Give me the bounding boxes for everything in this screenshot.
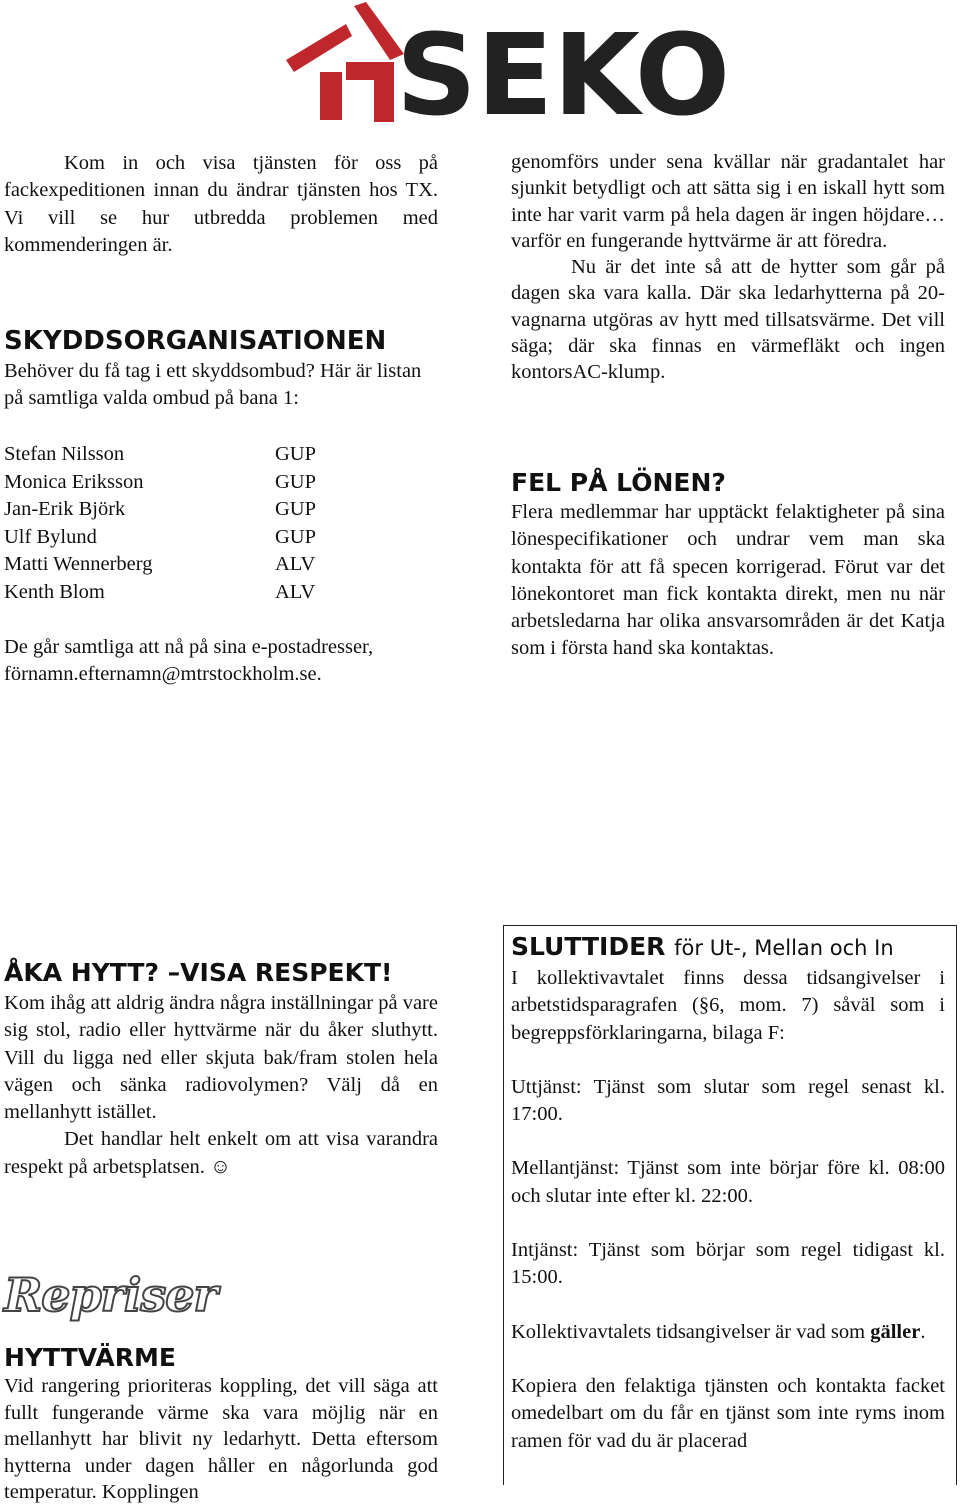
ombud-org: ALV [275, 553, 316, 576]
sluttider-intro: I kollektivavtalet finns dessa tidsangivelser i arbetstidsparagrafen (§6, mom. 7) såväl som i begreppsförklaringarna, bilaga F: [511, 967, 945, 1044]
ombud-name: Monica Eriksson [4, 470, 144, 493]
ombud-row [4, 551, 404, 579]
ombud-row [4, 579, 404, 607]
ombud-org: GUP [275, 470, 317, 493]
ombud-row [4, 469, 404, 497]
skydd-contact [4, 634, 438, 689]
ombud-org: GUP [275, 443, 317, 465]
intjanst-text: Intjänst: Tjänst som börjar som regel tidigast kl. 15:00. [511, 1239, 945, 1289]
seko-logo-mark [286, 2, 731, 141]
ombud-name: Matti Wennerberg [4, 553, 153, 576]
mellantjanst-text: Mellantjänst: Tjänst som inte börjar före kl. 08:00 och slutar inte efter kl. 22:00. [511, 1157, 945, 1207]
hyttvarme-continued [511, 149, 945, 386]
skydd-text: Behöver du få tag i ett skyddsombud? Här är listan på samtliga valda ombud på bana 1: [4, 360, 422, 410]
ombud-org: ALV [275, 580, 316, 603]
repriser-section [4, 1343, 438, 1506]
aka-text: Kom ihåg att aldrig ändra några inställningar på vare sig stol, radio eller hyttvärme när du åker sluthytt. Vill du ligga ned eller skjuta bak/fram stolen hela vägen och sänka radiovolymen? Välj då en mellanhytt istället. [4, 992, 438, 1124]
continued-paragraph-2: Nu är det inte så att de hytter som går på dagen ska vara kalla. Där ska ledarhytterna på 20-vagnarna utgöras av hytt med tillsatsvärme. Det vill säga; där ska finnas en värmefläkt och ingen kontorsAC-klump. [511, 256, 945, 384]
svg-text:SEKO: SEKO [396, 11, 731, 141]
ombud-name: Jan-Erik Björk [4, 498, 126, 521]
fel-section [511, 468, 945, 663]
skydd-heading: SKYDDSORGANISATIONEN [4, 326, 387, 356]
kollektiv-post: . [920, 1320, 926, 1343]
uttjanst-text: Uttjänst: Tjänst som slutar som regel senast kl. 17:00. [511, 1075, 945, 1126]
sluttider-heading-rest: för Ut-, Mellan och In [674, 936, 894, 960]
kopiera-text: Kopiera den felaktiga tjänsten och kontakta facket omedelbart om du får en tjänst som inte ryms inom ramen för vad du är placerad [511, 1374, 945, 1452]
fel-text: Flera medlemmar har upptäckt felaktigheter på sina lönespecifikationer och undrar vem man ska kontakta för att få specen korrigerad. Förut var det lönekontoret man fick kontakta direkt, men nu när arbetsledarna har olika ansvarsområden är det Katja som i första hand ska kontaktas. [511, 501, 945, 660]
kollektiv-pre: Kollektivavtalets tidsangivelser är vad som [511, 1320, 866, 1343]
sluttider-heading [511, 932, 945, 963]
hyttvarme-text: Vid rangering prioriteras koppling, det vill säga att fullt fungerande värme ska vara möjlig när en mellanhytt har blivit ny ledarhytt. Detta eftersom hytterna under dagen håller en någorlunda god temperatur. Kopplingen [4, 1375, 438, 1503]
ombud-row [4, 524, 404, 552]
contact-text: De går samtliga att nå på sina e-postadresser, förnamn.efternamn@mtrstockholm.se. [4, 636, 374, 686]
skydd-section [4, 326, 438, 413]
repriser-title-block [4, 1270, 438, 1320]
ombud-list [4, 441, 404, 607]
ombud-name: Ulf Bylund [4, 525, 97, 548]
left-intro [4, 150, 438, 259]
aka-text-2: Det handlar helt enkelt om att visa varandra respekt på arbetsplatsen. ☺ [4, 1128, 438, 1178]
intro-paragraph: Kom in och visa tjänsten för oss på fackexpeditionen innan du ändrar tjänsten hos TX. Vi vill se hur utbredda problemen med kommenderingen är. [4, 152, 438, 256]
ombud-row [4, 496, 404, 524]
seko-logo [286, 2, 731, 141]
sluttider-heading-main: SLUTTIDER [511, 932, 666, 961]
ombud-name: Kenth Blom [4, 580, 105, 603]
ombud-org: GUP [275, 498, 317, 521]
aka-section [4, 958, 438, 1181]
ombud-org: GUP [275, 525, 317, 548]
fel-heading: FEL PÅ LÖNEN? [511, 468, 726, 497]
kollektiv-bold: gäller [870, 1320, 921, 1343]
hyttvarme-heading: HYTTVÄRME [4, 1343, 176, 1372]
ombud-name: Stefan Nilsson [4, 443, 125, 465]
aka-heading: ÅKA HYTT? –VISA RESPEKT! [4, 958, 393, 987]
kollektiv-text [511, 1319, 945, 1346]
continued-paragraph-1: genomförs under sena kvällar när gradantalet har sjunkit betydligt och att sätta sig i en iskall hytt som inte har varit varm på hela dagen är ingen höjdare… varför en fungerande hyttvärme är att föredra. [511, 151, 945, 252]
sluttider-section [511, 932, 945, 1455]
repriser-title: Repriser [4, 1268, 217, 1322]
ombud-row [4, 441, 404, 469]
